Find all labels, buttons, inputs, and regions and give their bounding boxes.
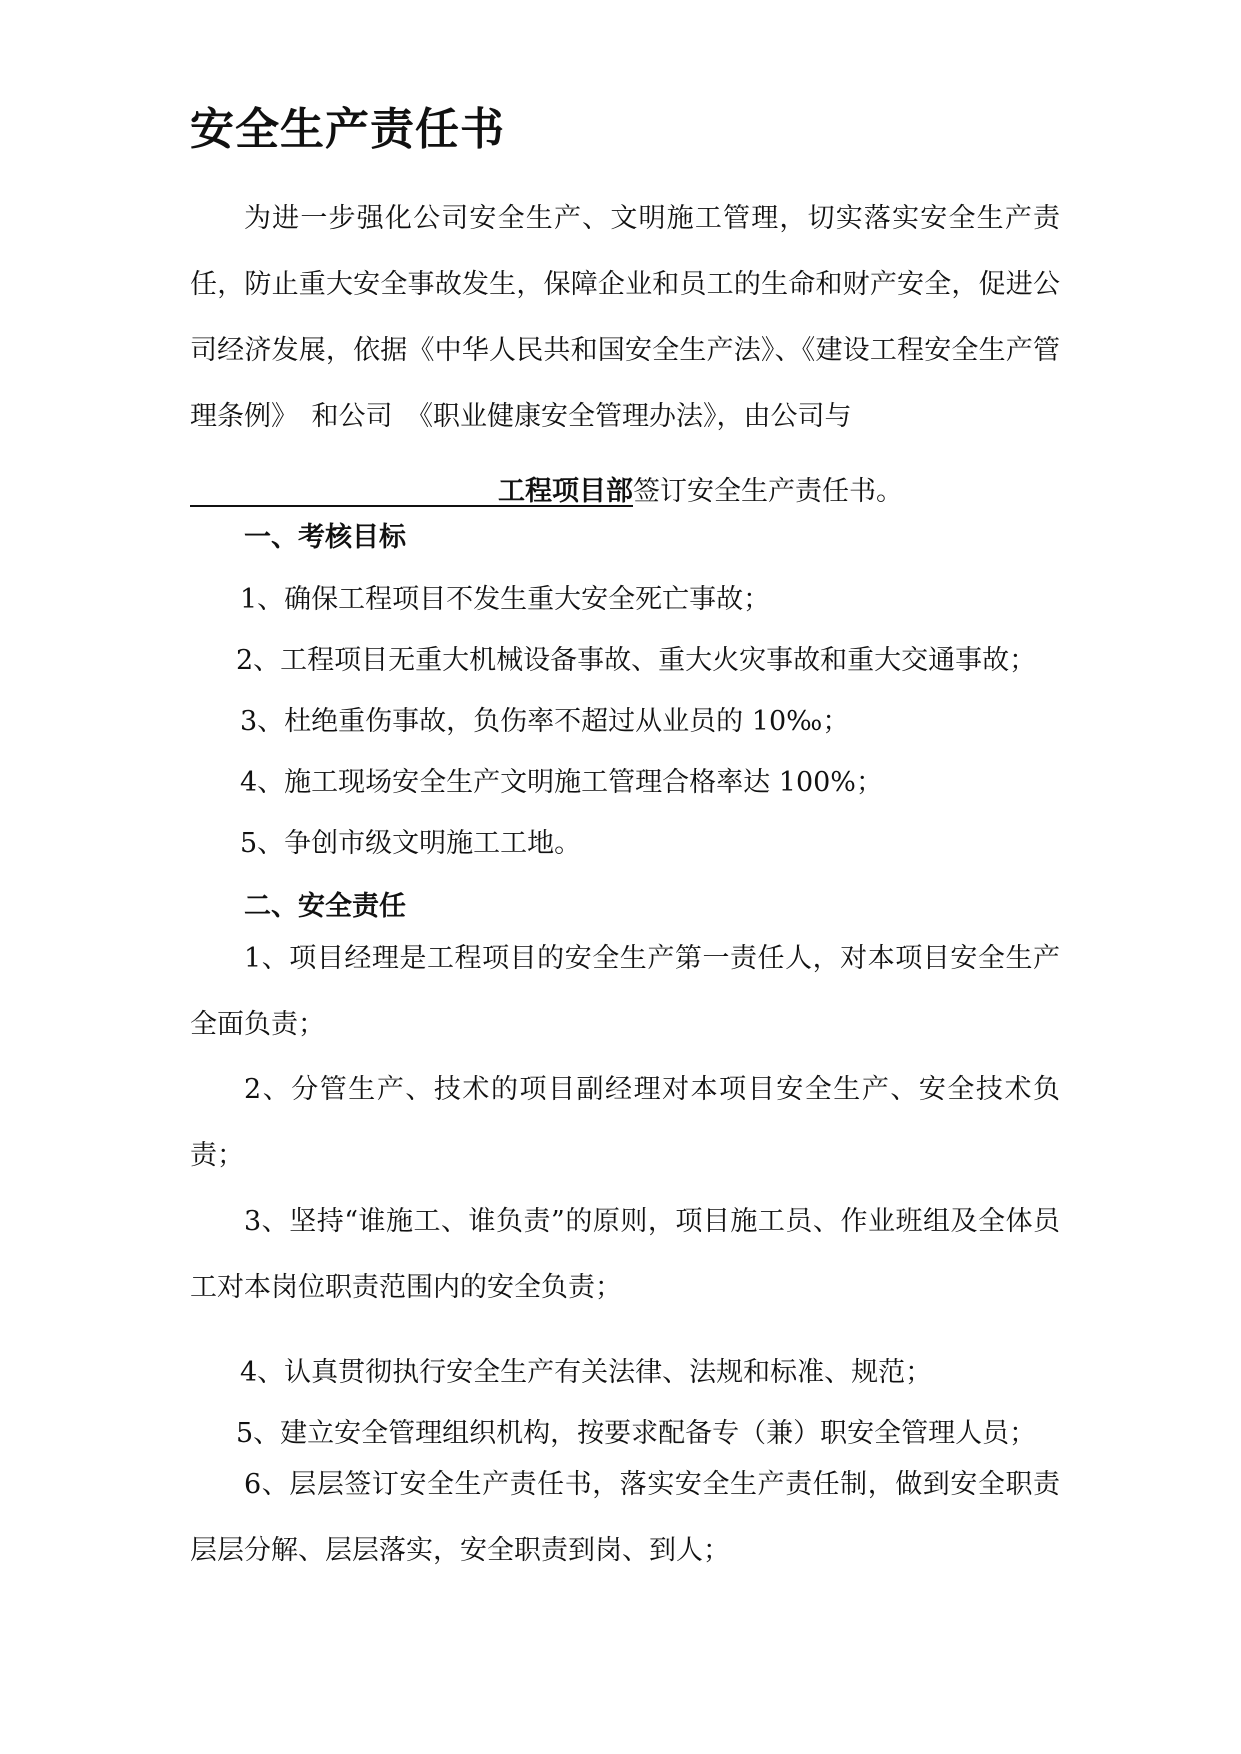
assessment-item: 4、施工现场安全生产文明施工管理合格率达 100%； (240, 767, 883, 798)
intro-paragraph: 为进一步强化公司安全生产、文明施工管理，切实落实安全生产责任，防止重大安全事故发生，保障企业和员工的生命和财产安全，促进公司经济发展，依据《中华人民共和国安全生产法》、《建设工程安全生产管理条例》 和公司 《职业健康安全管理办法》，由公司与 (190, 203, 1060, 432)
signing-suffix: 签订安全生产责任书。 (633, 476, 903, 507)
responsibility-item: 5、建立安全管理组织机构，按要求配备专（兼）职安全管理人员； (236, 1418, 1037, 1449)
responsibility-item: 2、分管生产、技术的项目副经理对本项目安全生产、安全技术负责； (190, 1074, 1060, 1171)
assessment-item: 1、确保工程项目不发生重大安全死亡事故； (240, 584, 771, 615)
responsibility-item: 4、认真贯彻执行安全生产有关法律、法规和标准、规范； (240, 1357, 933, 1388)
project-department: 工程项目部 (498, 476, 633, 507)
assessment-item: 3、杜绝重伤事故，负伤率不超过从业员的 10‰； (240, 706, 850, 737)
section-heading-responsibility: 二、安全责任 (244, 891, 406, 922)
signing-line (190, 472, 903, 512)
document-title: 安全生产责任书 (190, 104, 505, 155)
section-heading-assessment: 一、考核目标 (244, 522, 406, 553)
assessment-item: 5、争创市级文明施工工地。 (240, 828, 582, 859)
responsibility-item: 6、层层签订安全生产责任书，落实安全生产责任制，做到安全职责层层分解、层层落实，安全职责到岗、到人； (190, 1469, 1060, 1566)
responsibility-item: 3、坚持“谁施工、谁负责”的原则，项目施工员、作业班组及全体员工对本岗位职责范围内的安全负责； (190, 1206, 1060, 1303)
assessment-item: 2、工程项目无重大机械设备事故、重大火灾事故和重大交通事故； (236, 645, 1037, 676)
responsibility-item: 1、项目经理是工程项目的安全生产第一责任人，对本项目安全生产全面负责； (190, 943, 1060, 1040)
signature-blank (190, 472, 498, 507)
